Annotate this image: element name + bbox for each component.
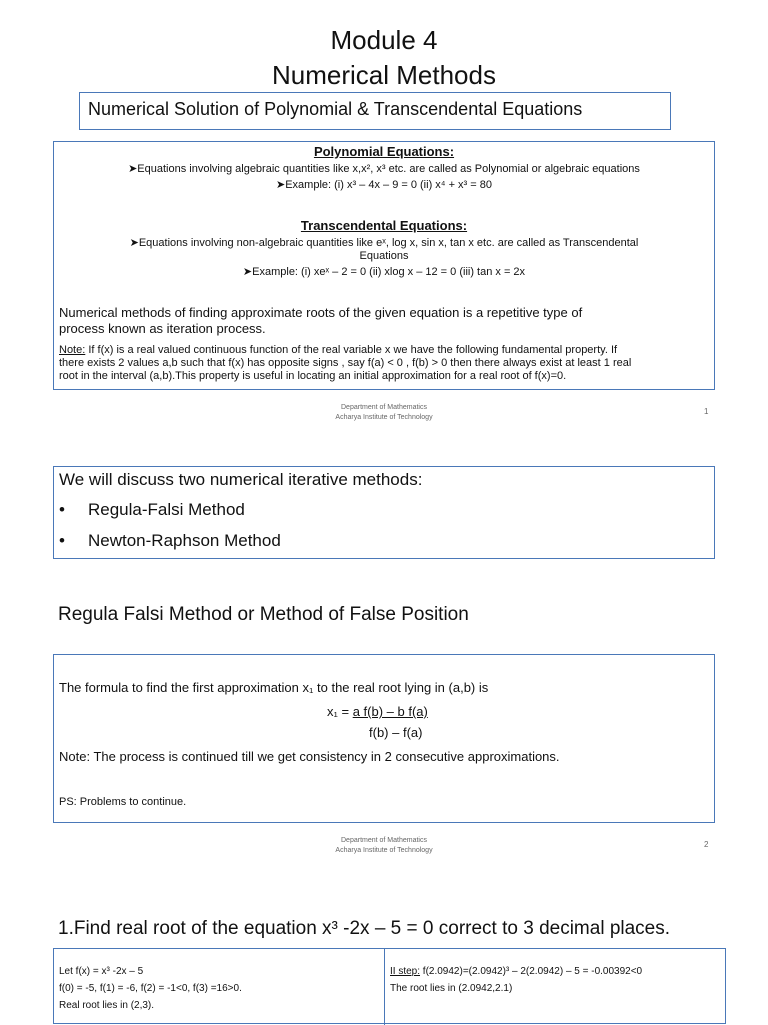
regula-falsi-heading: Regula Falsi Method or Method of False Position (58, 604, 469, 625)
note-label: Note: (59, 749, 91, 764)
method-regula-falsi: Regula-Falsi Method (88, 500, 245, 519)
step-two-result: The root lies in (2.0942,2.1) (390, 983, 513, 994)
method-newton-raphson: Newton-Raphson Method (88, 531, 281, 550)
page-number: 1 (704, 407, 709, 416)
consistency-note (59, 749, 560, 765)
formula-denominator: f(b) – f(a) (369, 725, 423, 740)
step-label: II step: (390, 966, 421, 977)
note-line-1 (59, 344, 617, 357)
iteration-text-cont: process known as iteration process. (59, 321, 266, 336)
polynomial-example: ➤Example: (i) x³ – 4x – 9 = 0 (ii) x⁴ + x³ = 80 (276, 179, 492, 191)
note-label: Note: (59, 344, 86, 356)
page-number: 2 (704, 840, 709, 849)
subtitle: Numerical Solution of Polynomial & Transcendental Equations (88, 99, 583, 119)
transcendental-heading: Transcendental Equations: (300, 218, 468, 233)
problem-heading: 1.Find real root of the equation x³ -2x – 5 = 0 correct to 3 decimal places. (58, 918, 671, 939)
list-item (59, 499, 245, 521)
definitions-box (53, 141, 715, 390)
list-item (59, 530, 281, 552)
column-divider (384, 949, 385, 1025)
transcendental-description: ➤Equations involving non-algebraic quantities like eˣ, log x, sin x, tan x etc. are called as Transcendental (129, 237, 639, 249)
solution-line: Let f(x) = x³ -2x – 5 (59, 966, 144, 977)
transcendental-example: ➤Example: (i) xeˣ – 2 = 0 (ii) xlog x – 12 = 0 (iii) tan x = 2x (242, 266, 526, 278)
polynomial-description: ➤Equations involving algebraic quantities like x,x², x³ etc. are called as Polynomial or algebraic equations (128, 163, 640, 175)
subtitle-box (79, 92, 671, 130)
note-text: The process is continued till we get consistency in 2 consecutive approximations. (90, 749, 560, 764)
footer-institute: Acharya Institute of Technology (335, 414, 433, 421)
formula-lhs: x₁ = (327, 704, 353, 719)
footer-department: Department of Mathematics (341, 404, 427, 411)
formula-line (327, 704, 428, 720)
note-line-3: root in the interval (a,b).This property is useful in locating an initial approximation for a real root of f(x)=0. (59, 370, 567, 382)
footer-department: Department of Mathematics (341, 837, 427, 844)
methods-intro: We will discuss two numerical iterative methods: (59, 470, 423, 489)
methods-box (53, 466, 715, 559)
bullet-icon: • (59, 500, 65, 519)
formula-numerator: a f(b) – b f(a) (352, 704, 428, 719)
solution-table (53, 948, 726, 1024)
iteration-text: Numerical methods of finding approximate roots of the given equation is a repetitive type of (59, 305, 583, 320)
bullet-icon: • (59, 531, 65, 550)
page-title: Numerical Methods (272, 60, 496, 90)
note-text: If f(x) is a real valued continuous function of the real variable x we have the following fundamental property. If (85, 344, 618, 356)
solution-line: Real root lies in (2,3). (59, 1000, 155, 1011)
solution-line: f(0) = -5, f(1) = -6, f(2) = -1<0, f(3) =16>0. (59, 983, 242, 994)
formula-box (53, 654, 715, 823)
transcendental-description-cont: Equations (359, 250, 409, 262)
formula-intro: The formula to find the first approximation x₁ to the real root lying in (a,b) is (59, 680, 489, 695)
ps-note: PS: Problems to continue. (59, 796, 187, 808)
footer-institute: Acharya Institute of Technology (335, 847, 433, 854)
step-text: f(2.0942)=(2.0942)³ – 2(2.0942) – 5 = -0.00392<0 (420, 966, 643, 977)
polynomial-heading: Polynomial Equations: (313, 144, 455, 159)
note-line-2: there exists 2 values a,b such that f(x) has opposite signs , say f(a) < 0 , f(b) > 0 then there always exist at least 1 real (59, 357, 632, 369)
step-two-line (390, 963, 642, 980)
module-title: Module 4 (330, 25, 438, 55)
